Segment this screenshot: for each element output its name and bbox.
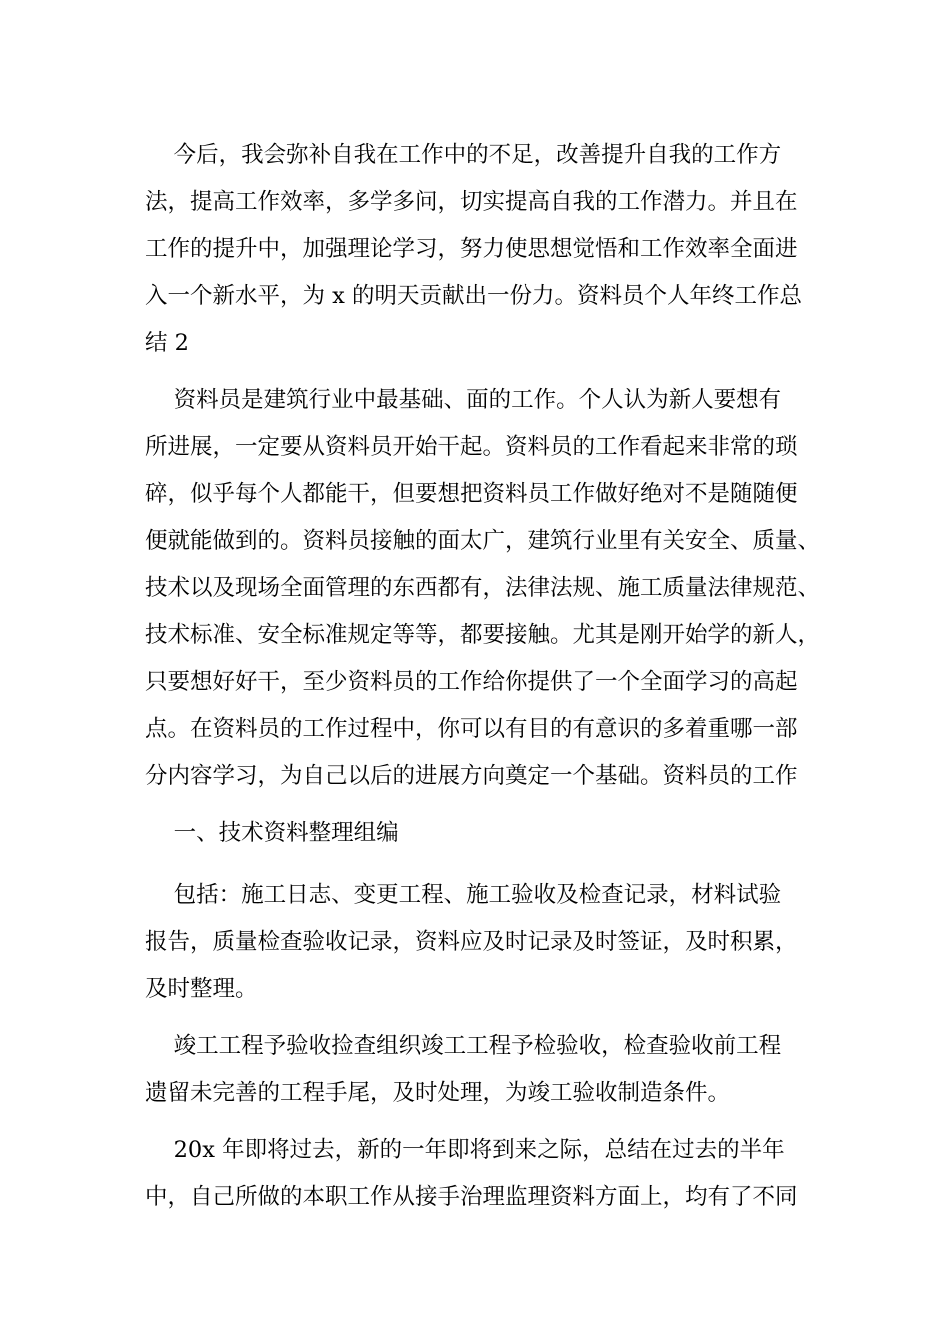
text-line-14: 分内容学习，为自己以后的进展方向奠定一个基础。资料员的工作 xyxy=(145,763,798,789)
text-line-18: 及时整理。 xyxy=(145,976,258,1002)
text-line-13: 点。在资料员的工作过程中，你可以有目的有意识的多着重哪一部 xyxy=(145,716,798,742)
text-line-11: 技术标准、安全标准规定等等，都要接触。尤其是刚开始学的新人， xyxy=(145,622,821,648)
text-line-8: 碎，似乎每个人都能干，但要想把资料员工作做好绝对不是随随便 xyxy=(145,481,798,507)
text-line-1: 今后，我会弥补自我在工作中的不足，改善提升自我的工作方 xyxy=(145,142,782,168)
text-line-22: 中，自己所做的本职工作从接手治理监理资料方面上，均有了不同 xyxy=(145,1184,798,1210)
text-line-21: 20x 年即将过去，新的一年即将到来之际，总结在过去的半年 xyxy=(145,1137,785,1163)
text-line-4: 入一个新水平，为 x 的明天贡献出一份力。资料员个人年终工作总 xyxy=(145,283,802,309)
text-line-16: 包括：施工日志、变更工程、施工验收及检查记录，材料试验 xyxy=(145,882,782,908)
text-line-5: 结 2 xyxy=(145,330,189,356)
text-line-10: 技术以及现场全面管理的东西都有，法律法规、施工质量法律规范、 xyxy=(145,575,821,601)
text-line-2: 法，提高工作效率，多学多问，切实提高自我的工作潜力。并且在 xyxy=(145,189,798,215)
text-line-3: 工作的提升中，加强理论学习，努力使思想觉悟和工作效率全面进 xyxy=(145,236,798,262)
text-line-12: 只要想好好干，至少资料员的工作给你提供了一个全面学习的高起 xyxy=(145,669,798,695)
text-line-6: 资料员是建筑行业中最基础、面的工作。个人认为新人要想有 xyxy=(145,387,782,413)
section-heading: 一、技术资料整理组编 xyxy=(145,820,399,846)
text-line-19: 竣工工程予验收捡查组织竣工工程予检验收，检查验收前工程 xyxy=(145,1033,782,1059)
text-line-7: 所进展，一定要从资料员开始干起。资料员的工作看起来非常的琐 xyxy=(145,434,798,460)
text-line-17: 报告，质量检查验收记录，资料应及时记录及时签证，及时积累， xyxy=(145,929,798,955)
text-line-20: 遗留未完善的工程手尾，及时处理，为竣工验收制造条件。 xyxy=(145,1080,731,1106)
text-line-9: 便就能做到的。资料员接触的面太广，建筑行业里有关安全、质量、 xyxy=(145,528,821,554)
